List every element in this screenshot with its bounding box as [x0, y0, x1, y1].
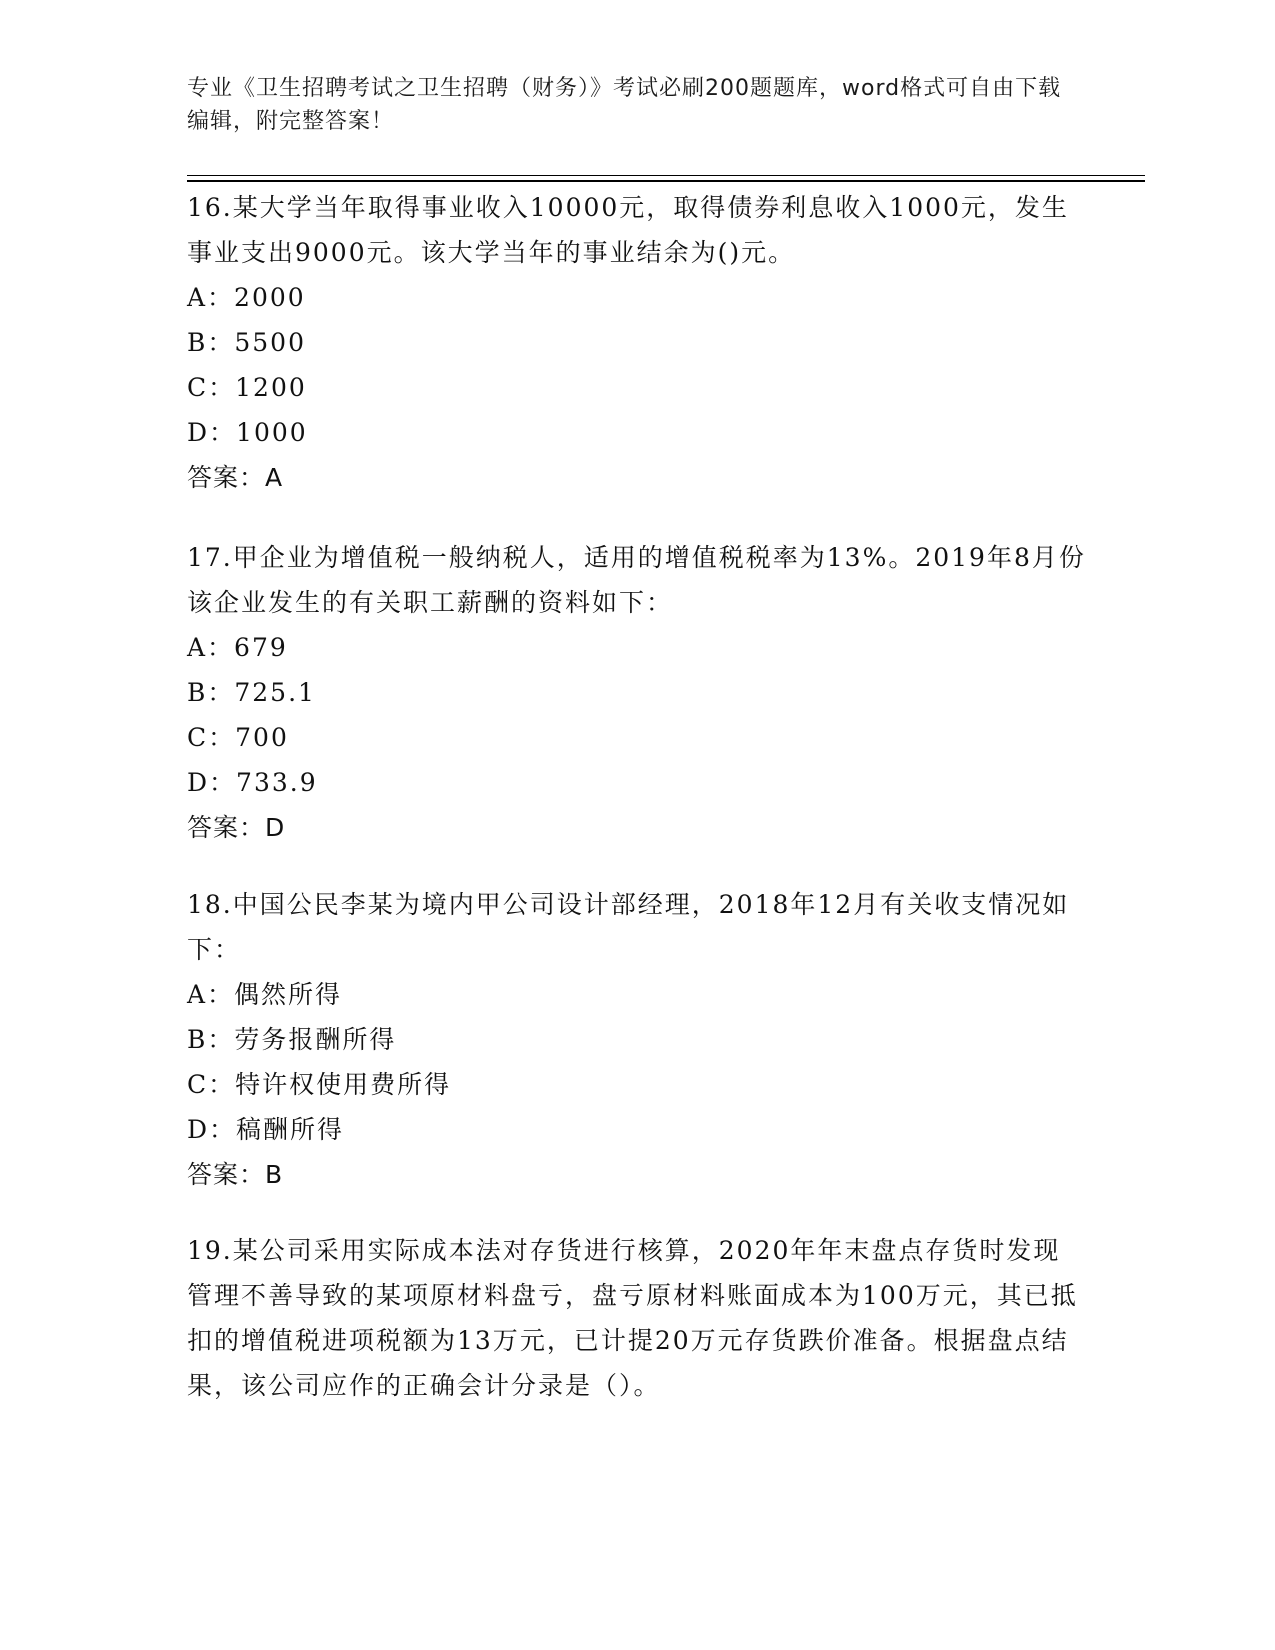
document-header: 专业《卫生招聘考试之卫生招聘（财务）》考试必刷200题题库，word格式可自由下载编辑，附完整答案！ [187, 76, 1062, 134]
option-a: A：2000 [187, 283, 306, 312]
question-18 [187, 882, 1087, 1197]
option-c: C：1200 [187, 373, 307, 402]
question-stem: 16.某大学当年取得事业收入10000元，取得债券利息收入1000元，发生事业支出9000元。该大学当年的事业结余为()元。 [187, 193, 1069, 267]
option-d: D：733.9 [187, 768, 318, 797]
option-c: C：特许权使用费所得 [187, 1070, 452, 1099]
option-a: A：679 [187, 633, 288, 662]
question-17 [187, 535, 1087, 850]
option-c: C：700 [187, 723, 289, 752]
option-b: B：5500 [187, 328, 306, 357]
question-16 [187, 185, 1087, 500]
option-d: D：稿酬所得 [187, 1115, 345, 1144]
option-a: A：偶然所得 [187, 980, 343, 1009]
question-19 [187, 1228, 1087, 1408]
answer-line: 答案：B [187, 1160, 284, 1189]
question-stem: 18.中国公民李某为境内甲公司设计部经理，2018年12月有关收支情况如下： [187, 890, 1070, 964]
option-b: B：725.1 [187, 678, 316, 707]
header-divider-thick [187, 180, 1145, 182]
option-b: B：劳务报酬所得 [187, 1025, 397, 1054]
question-stem: 17.甲企业为增值税一般纳税人，适用的增值税税率为13%。2019年8月份该企业发生的有关职工薪酬的资料如下： [187, 543, 1086, 617]
option-d: D：1000 [187, 418, 308, 447]
answer-line: 答案：D [187, 813, 286, 842]
answer-line: 答案：A [187, 463, 284, 492]
header-divider-thin [187, 175, 1145, 176]
question-stem: 19.某公司采用实际成本法对存货进行核算，2020年年末盘点存货时发现管理不善导致的某项原材料盘亏，盘亏原材料账面成本为100万元，其已抵扣的增值税进项税额为13万元，已计提20万元存货跌价准备。根据盘点结果，该公司应作的正确会计分录是（）。 [187, 1236, 1078, 1400]
